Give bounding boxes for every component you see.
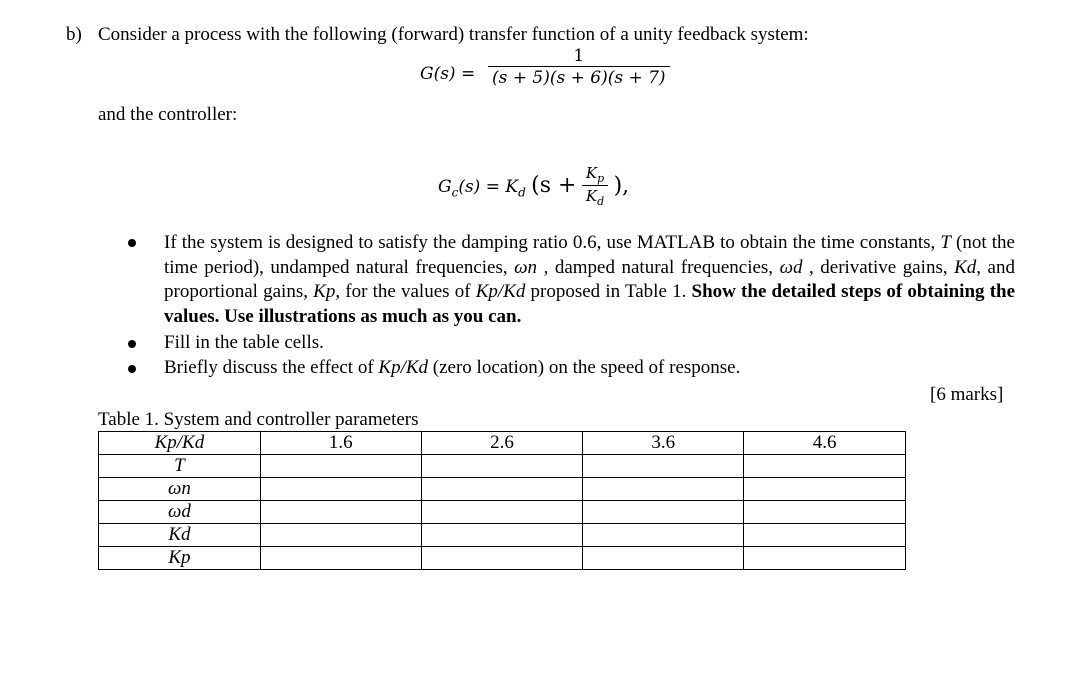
empty-cell [583,478,744,501]
table-header-row [99,432,906,455]
plant-denominator: (s + 5)(s + 6)(s + 7) [488,66,670,88]
table-row [99,455,906,478]
empty-cell [421,547,583,570]
table-header-cell: Kp/Kd [99,432,261,455]
marks-label: [6 marks] [930,384,1004,405]
parameters-table [98,431,906,570]
empty-cell [260,524,421,547]
bullet-item-design-task: If the system is designed to satisfy the damping ratio 0.6, use MATLAB to obtain the time constants, T (not the time period), undamped natural frequencies, ωn , damped natural frequencies, ωd , derivative gains, Kd, and proportional gains, Kp, for the values of Kp/Kd proposed in Table 1. Show the detailed steps of obtaining the values. Use illustrations as much as you can. [164,232,1016,328]
empty-cell [260,478,421,501]
table-row [99,478,906,501]
controller-intro: and the controller: [98,104,238,125]
bullet-dot [128,365,136,373]
empty-cell [744,547,906,570]
plant-tf-fraction [488,46,670,88]
empty-cell [744,478,906,501]
bold-instruction: Show the detailed steps of obtaining the values. Use illustrations as much as you can. [164,281,1016,328]
empty-cell [583,455,744,478]
empty-cell [260,547,421,570]
row-label: Kd [99,524,261,547]
row-label: T [99,455,261,478]
bullet-dot [128,239,136,247]
empty-cell [583,547,744,570]
empty-cell [744,501,906,524]
controller-equation: $G_c(s) = K_d$ (s + $\frac{K_p}{K_d}$ ), [438,164,630,208]
empty-cell [421,524,583,547]
table-row [99,524,906,547]
table-caption: Table 1. System and controller parameters [98,409,419,430]
table-header-cell: 1.6 [260,432,421,455]
empty-cell [421,478,583,501]
row-label: ωn [99,478,261,501]
empty-cell [583,524,744,547]
table-header-cell: 2.6 [421,432,583,455]
empty-cell [583,501,744,524]
plant-numerator: 1 [573,46,585,66]
table-header-cell: 3.6 [583,432,744,455]
table-header-cell: 4.6 [744,432,906,455]
empty-cell [744,524,906,547]
row-label: Kp [99,547,261,570]
table-row [99,501,906,524]
empty-cell [421,501,583,524]
question-part-label: b) [66,24,82,45]
empty-cell [744,455,906,478]
row-label: ωd [99,501,261,524]
table-row [99,547,906,570]
question-intro: Consider a process with the following (forward) transfer function of a unity feedback system: [98,24,809,45]
plant-tf-lhs: G(s) = [420,64,476,84]
empty-cell [260,455,421,478]
bullet-dot [128,340,136,348]
empty-cell [260,501,421,524]
empty-cell [421,455,583,478]
bullet-item-discuss: Briefly discuss the effect of Kp/Kd (zero location) on the speed of response. [164,357,741,378]
bullet-item-fill-table: Fill in the table cells. [164,332,324,353]
